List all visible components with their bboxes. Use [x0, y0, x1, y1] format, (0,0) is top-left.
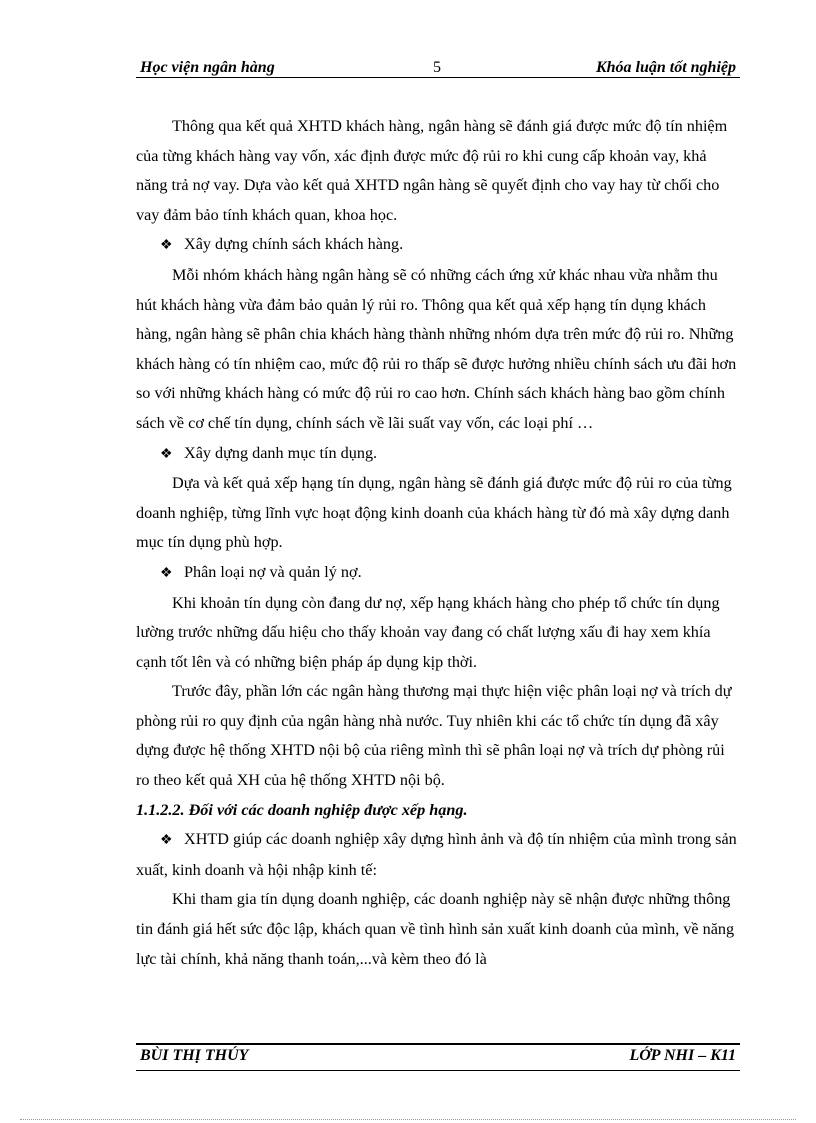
diamond-bullet-icon: ❖ [160, 565, 173, 581]
diamond-bullet-icon: ❖ [160, 446, 173, 462]
page-footer [136, 1047, 740, 1067]
page-edge-dotted-line [20, 1119, 796, 1120]
bullet-text: Phân loại nợ và quản lý nợ. [184, 562, 362, 581]
bullet-item [136, 558, 740, 589]
bullet-text: Xây dựng chính sách khách hàng. [184, 235, 404, 254]
bullet-text: Xây dựng danh mục tín dụng. [184, 443, 378, 462]
footer-author: BÙI THỊ THÚY [140, 1047, 249, 1064]
bullet-item [136, 439, 740, 470]
section-heading: 1.1.2.2. Đối với các doanh nghiệp được xếp hạng. [136, 800, 468, 819]
diamond-bullet-icon: ❖ [160, 238, 173, 254]
page-body [136, 112, 740, 974]
bullet-text: XHTD giúp các doanh nghiệp xây dựng hình ảnh và độ tín nhiệm của mình trong sản xuất, kinh doanh và hội nhập kinh tế: [136, 830, 737, 879]
paragraph: Dựa và kết quả xếp hạng tín dụng, ngân hàng sẽ đánh giá được mức độ rủi ro của từng doanh nghiệp, từng lĩnh vực hoạt động kinh doanh của khách hàng từ đó mà xây dựng danh mục tín dụng phù hợp. [136, 474, 732, 552]
diamond-bullet-icon: ❖ [160, 833, 173, 849]
bullet-item [136, 230, 740, 261]
paragraph: Mỗi nhóm khách hàng ngân hàng sẽ có những cách ứng xử khác nhau vừa nhằm thu hút khách hàng vừa đảm bảo quản lý rủi ro. Thông qua kết quả xếp hạng tín dụng khách hàng, ngân hàng sẽ phân chia khách hàng thành những nhóm dựa trên mức độ rủi ro. Những khách hàng có tín nhiệm cao, mức độ rủi ro thấp sẽ được hưởng nhiều chính sách ưu đãi hơn so với những khách hàng có mức độ rủi ro cao hơn. Chính sách khách hàng bao gồm chính sách về cơ chế tín dụng, chính sách về lãi suất vay vốn, các loại phí … [136, 265, 737, 432]
header-divider [136, 77, 740, 78]
paragraph: Thông qua kết quả XHTD khách hàng, ngân hàng sẽ đánh giá được mức độ tín nhiệm của từng khách hàng vay vốn, xác định được mức độ rủi ro khi cung cấp khoản vay, khả năng trả nợ vay. Dựa vào kết quả XHTD ngân hàng sẽ quyết định cho vay hay từ chối cho vay đảm bảo tính khách quan, khoa học. [136, 117, 728, 224]
paragraph: Trước đây, phần lớn các ngân hàng thương mại thực hiện việc phân loại nợ và trích dự phòng rủi ro quy định của ngân hàng nhà nước. Tuy nhiên khi các tổ chức tín dụng đã xây dựng được hệ thống XHTD nội bộ của riêng mình thì sẽ phân loại nợ và trích dự phòng rủi ro theo kết quả XH của hệ thống XHTD nội bộ. [136, 682, 732, 790]
page-number: 5 [433, 59, 441, 76]
footer-class: LỚP NHI – K11 [629, 1047, 736, 1064]
header-institution: Học viện ngân hàng [140, 59, 275, 76]
page-header [136, 57, 740, 77]
paragraph: Khi tham gia tín dụng doanh nghiệp, các doanh nghiệp này sẽ nhận được những thông tin đánh giá hết sức độc lập, khách quan về tình hình sản xuất kinh doanh của mình, về năng lực tài chính, khả năng thanh toán,...và kèm theo đó là [136, 890, 735, 968]
footer-divider [136, 1043, 740, 1045]
footer-divider-bottom [136, 1070, 740, 1071]
paragraph: Khi khoản tín dụng còn đang dư nợ, xếp hạng khách hàng cho phép tổ chức tín dụng lường trước những dấu hiệu cho thấy khoản vay đang có chất lượng xấu đi hay xem khía cạnh tốt lên và có những biện pháp áp dụng kịp thời. [136, 593, 720, 671]
header-document-type: Khóa luận tốt nghiệp [595, 59, 736, 76]
bullet-item [136, 825, 740, 885]
